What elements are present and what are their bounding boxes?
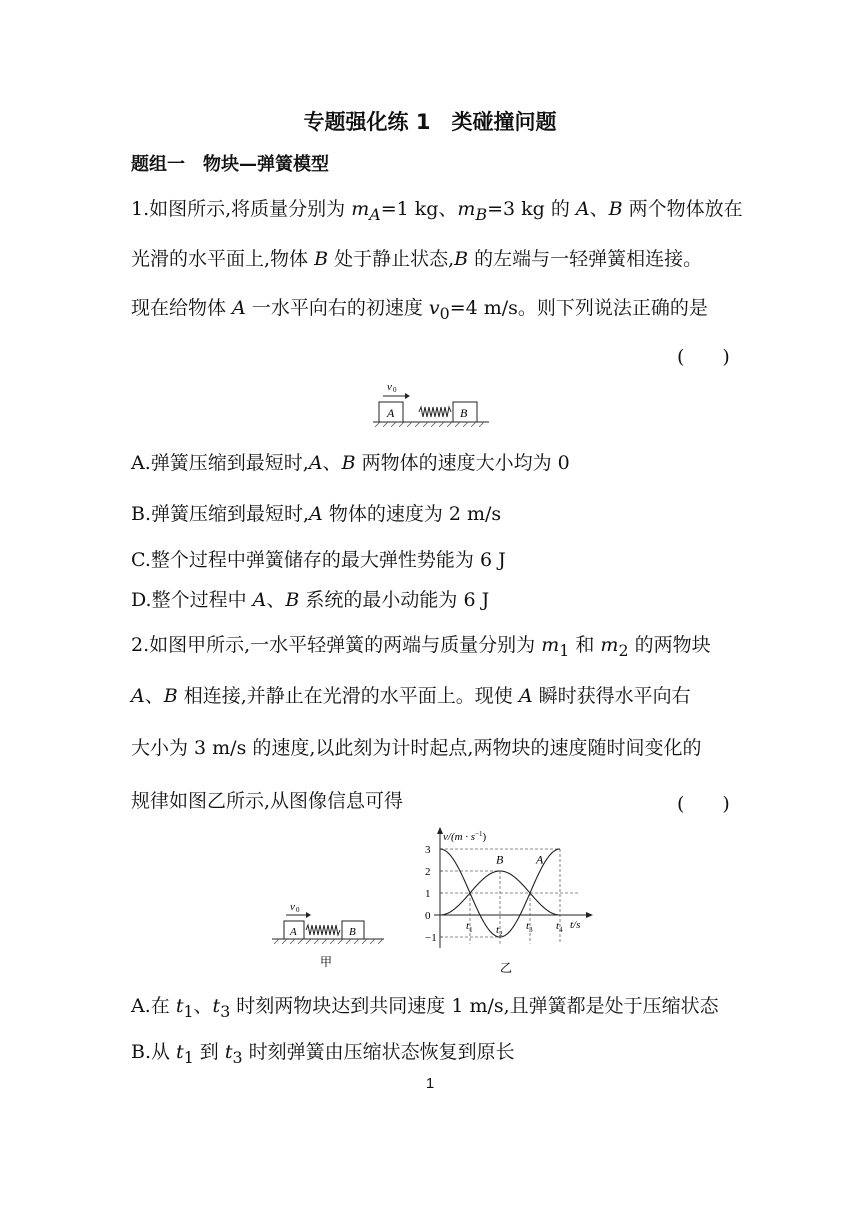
caption-yi: 乙 xyxy=(500,961,513,974)
v0-arrowhead xyxy=(405,393,410,399)
q1-line-1: 1.如图所示,将质量分别为 $m_A=1$ kg、$m_B=3$ kg 的 A、B 两个物体放在 xyxy=(131,198,743,224)
page-title: 专题强化练 1 类碰撞问题 xyxy=(303,110,557,134)
block-b-label: B xyxy=(349,926,356,938)
q1-line-3: 现在给物体 A 一水平向右的初速度 $v_0=4$ m/s。则下列说法正确的是 xyxy=(131,297,708,323)
q2-answer-blank: ( ) xyxy=(677,793,730,815)
x-tick-label: $t_4$ xyxy=(556,920,563,934)
q2-line-1: 2.如图甲所示,一水平轻弹簧的两端与质量分别为 $m_1$ 和 $m_2$ 的两物块 xyxy=(131,634,711,660)
x-tick-label: $t_2$ xyxy=(496,924,503,938)
v0-sub: 0 xyxy=(296,906,300,914)
caption-jia: 甲 xyxy=(320,955,333,969)
q2-option-a: A.在 $t_1$、$t_3$ 时刻两物块达到共同速度 1 m/s,且弹簧都是处于压缩状态 xyxy=(131,995,719,1021)
y-tick-label: 3 xyxy=(425,844,431,856)
block-a-label: A xyxy=(387,406,395,420)
y-axis-label: $v/(m \cdot s^{-1})$ xyxy=(443,830,487,843)
x-tick-label: $t_3$ xyxy=(526,920,533,934)
y-tick-label: 2 xyxy=(425,866,431,878)
spring xyxy=(306,925,340,935)
v0-label: v xyxy=(290,901,295,913)
q1-option-c: C.整个过程中弹簧储存的最大弹性势能为 6 J xyxy=(131,549,506,571)
series-A-label: A xyxy=(536,852,544,867)
q1-option-d: D.整个过程中 A、B 系统的最小动能为 6 J xyxy=(131,589,490,611)
ground-hatch xyxy=(274,939,383,944)
block-b-label: B xyxy=(460,406,468,420)
q2-line-3: 大小为 3 m/s 的速度,以此刻为计时起点,两物块的速度随时间变化的 xyxy=(131,737,702,759)
q1-answer-blank: ( ) xyxy=(677,346,730,368)
x-axis-label: t/s xyxy=(570,919,581,931)
page-number: 1 xyxy=(425,1075,435,1092)
q2-line-4: 规律如图乙所示,从图像信息可得 xyxy=(131,790,404,812)
group-heading: 题组一 物块—弹簧模型 xyxy=(131,154,329,175)
series-B-label: B xyxy=(496,852,504,867)
y-tick-label: −1 xyxy=(425,932,437,944)
v0-label: v xyxy=(387,381,392,393)
q1-option-a: A.弹簧压缩到最短时,A、B 两物体的速度大小均为 0 xyxy=(131,452,570,474)
x-axis-arrowhead xyxy=(586,912,593,918)
q1-option-b: B.弹簧压缩到最短时,A 物体的速度为 2 m/s xyxy=(131,503,502,525)
q2-option-b: B.从 $t_1$ 到 $t_3$ 时刻弹簧由压缩状态恢复到原长 xyxy=(131,1041,515,1067)
q2-line-2: A、B 相连接,并静止在光滑的水平面上。现使 A 瞬时获得水平向右 xyxy=(131,685,691,707)
q1-line-2: 光滑的水平面上,物体 B 处于静止状态,B 的左端与一轻弹簧相连接。 xyxy=(131,248,703,270)
q2-chart-yi xyxy=(420,826,600,974)
v0-arrowhead xyxy=(306,912,311,918)
block-a-label: A xyxy=(290,926,297,938)
v0-sub: 0 xyxy=(393,386,397,394)
y-tick-label: 1 xyxy=(425,888,431,900)
q2-figure-jia xyxy=(270,900,386,970)
x-tick-label: $t_1$ xyxy=(466,920,473,934)
y-tick-label: 0 xyxy=(425,910,431,922)
spring xyxy=(419,407,451,417)
ground-hatch xyxy=(375,422,484,427)
q1-figure xyxy=(371,380,491,428)
